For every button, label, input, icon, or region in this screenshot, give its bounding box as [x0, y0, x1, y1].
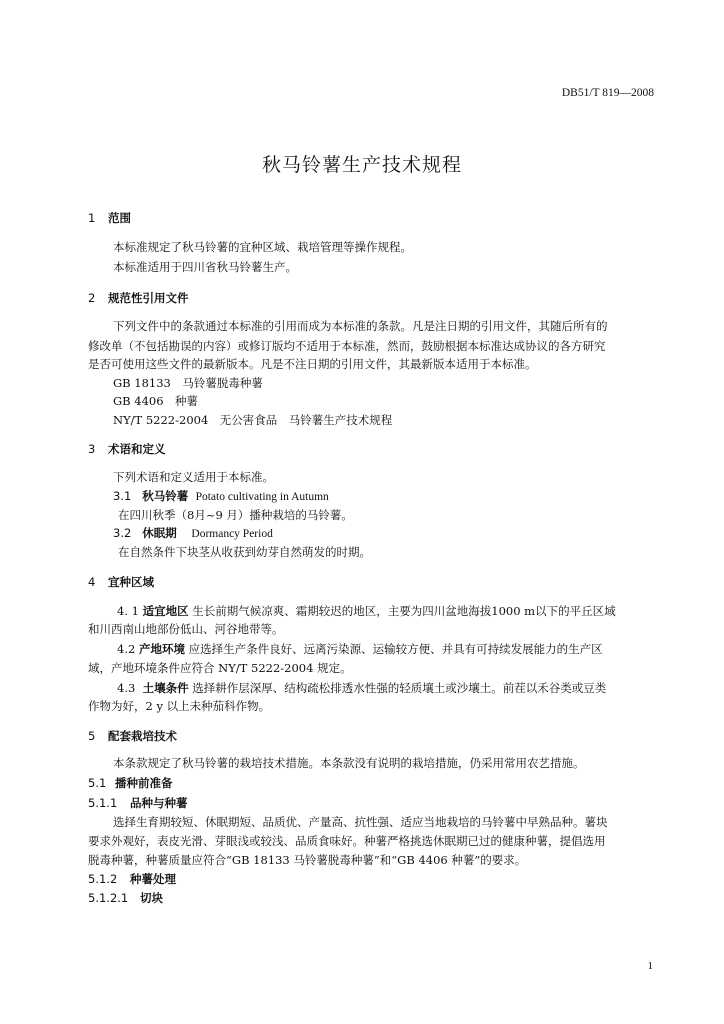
- reference-item: GB 4406 种薯: [113, 394, 199, 408]
- clause-4-1: [117, 603, 616, 619]
- subsection-number: 5.1.2: [88, 872, 118, 886]
- subsection-title: 切块: [140, 891, 163, 905]
- section-title: 范围: [108, 211, 131, 225]
- subsection-5-1: [88, 775, 173, 791]
- clause-number: 4.3: [117, 681, 136, 695]
- subsection-number: 5.1.2.1: [88, 891, 129, 905]
- paragraph-line: 是否可使用这些文件的最新版本。凡是不注日期的引用文件，其最新版本适用于本标准。: [88, 357, 537, 371]
- paragraph-line: 修改单（不包括勘误的内容）或修订版均不适用于本标准，然而，鼓励根据本标准达成协议的各方研究: [88, 339, 606, 353]
- term-name: 休眠期: [142, 526, 177, 540]
- section-title: 宜种区域: [108, 575, 154, 589]
- paragraph-line: 脱毒种薯，种薯质量应符合“GB 18133 马铃薯脱毒种薯”和“GB 4406 种薯”的要求。: [88, 853, 527, 867]
- paragraph-line: 作物为好，2 y 以上未种茄科作物。: [88, 699, 271, 713]
- term-3-1: [113, 488, 329, 504]
- paragraph-line: 域，产地环境条件应符合 NY/T 5222-2004 规定。: [88, 661, 352, 675]
- term-definition: 在自然条件下块茎从收获到幼芽自然萌发的时期。: [118, 545, 371, 559]
- reference-item: GB 18133 马铃薯脱毒种薯: [113, 376, 263, 390]
- page-number: 1: [647, 960, 653, 972]
- section-number: 5: [88, 729, 96, 743]
- term-definition: 在四川秋季（8月~9 月）播种栽培的马铃薯。: [118, 508, 353, 522]
- clause-number: 4.2: [117, 642, 136, 656]
- subsection-title: 播种前准备: [115, 776, 173, 790]
- term-number: 3.1: [113, 489, 132, 503]
- page-title: 秋马铃薯生产技术规程: [261, 154, 462, 176]
- section-1-heading: [88, 210, 131, 226]
- section-number: 3: [88, 442, 96, 456]
- subsection-5-1-1: [88, 795, 188, 811]
- subsection-title: 品种与种薯: [130, 796, 188, 810]
- clause-text: 生长前期气候凉爽、霜期较迟的地区，主要为四川盆地海拔1000 m以下的平丘区域: [192, 604, 616, 618]
- paragraph-line: 和川西南山地部份低山、河谷地带等。: [88, 622, 284, 636]
- paragraph-line: 下列文件中的条款通过本标准的引用而成为本标准的条款。凡是注日期的引用文件，其随后所有的: [113, 319, 608, 333]
- section-number: 4: [88, 575, 96, 589]
- clause-4-3: [117, 680, 606, 696]
- section-number: 1: [88, 211, 96, 225]
- paragraph-line: 要求外观好，表皮光滑、芽眼浅或较浅、品质食味好。种薯严格挑选休眠期已过的健康种薯，提倡选用: [88, 834, 606, 848]
- section-title: 配套栽培技术: [108, 729, 177, 743]
- clause-term: 土壤条件: [142, 681, 189, 695]
- subsection-number: 5.1.1: [88, 796, 118, 810]
- clause-term: 适宜地区: [142, 604, 189, 618]
- subsection-5-1-2-1: [88, 890, 163, 906]
- clause-text: 应选择生产条件良好、远离污染源、运输较方便、并具有可持续发展能力的生产区: [188, 642, 603, 656]
- section-5-heading: [88, 728, 177, 744]
- term-number: 3.2: [113, 526, 132, 540]
- standard-code: DB51/T 819—2008: [561, 87, 654, 99]
- paragraph: 本条款规定了秋马铃薯的栽培技术措施。本条款没有说明的栽培措施，仍采用常用农艺措施。: [113, 756, 585, 770]
- paragraph: 本标准适用于四川省秋马铃薯生产。: [113, 260, 297, 274]
- clause-4-2: [117, 641, 603, 657]
- term-3-2: [113, 525, 273, 541]
- paragraph: 本标准规定了秋马铃薯的宜种区域、栽培管理等操作规程。: [113, 240, 412, 254]
- clause-number: 4. 1: [117, 604, 139, 618]
- term-name: 秋马铃薯: [142, 489, 189, 503]
- term-english: Potato cultivating in Autumn: [195, 491, 329, 503]
- subsection-title: 种薯处理: [130, 872, 176, 886]
- section-2-heading: [88, 290, 189, 306]
- clause-text: 选择耕作层深厚、结构疏松排透水性强的轻质壤土或沙壤土。前茬以禾谷类或豆类: [192, 681, 607, 695]
- subsection-5-1-2: [88, 871, 176, 887]
- section-number: 2: [88, 291, 96, 305]
- reference-item: NY/T 5222-2004 无公害食品 马铃薯生产技术规程: [113, 413, 393, 427]
- subsection-number: 5.1: [88, 776, 107, 790]
- term-english: Dormancy Period: [191, 528, 273, 540]
- paragraph-line: 选择生育期较短、休眠期短、品质优、产量高、抗性强、适应当地栽培的马铃薯中早熟品种。薯块: [113, 815, 608, 829]
- paragraph: 下列术语和定义适用于本标准。: [113, 470, 274, 484]
- section-title: 术语和定义: [108, 442, 166, 456]
- clause-term: 产地环境: [138, 642, 185, 656]
- section-4-heading: [88, 574, 154, 590]
- section-title: 规范性引用文件: [108, 291, 189, 305]
- section-3-heading: [88, 441, 166, 457]
